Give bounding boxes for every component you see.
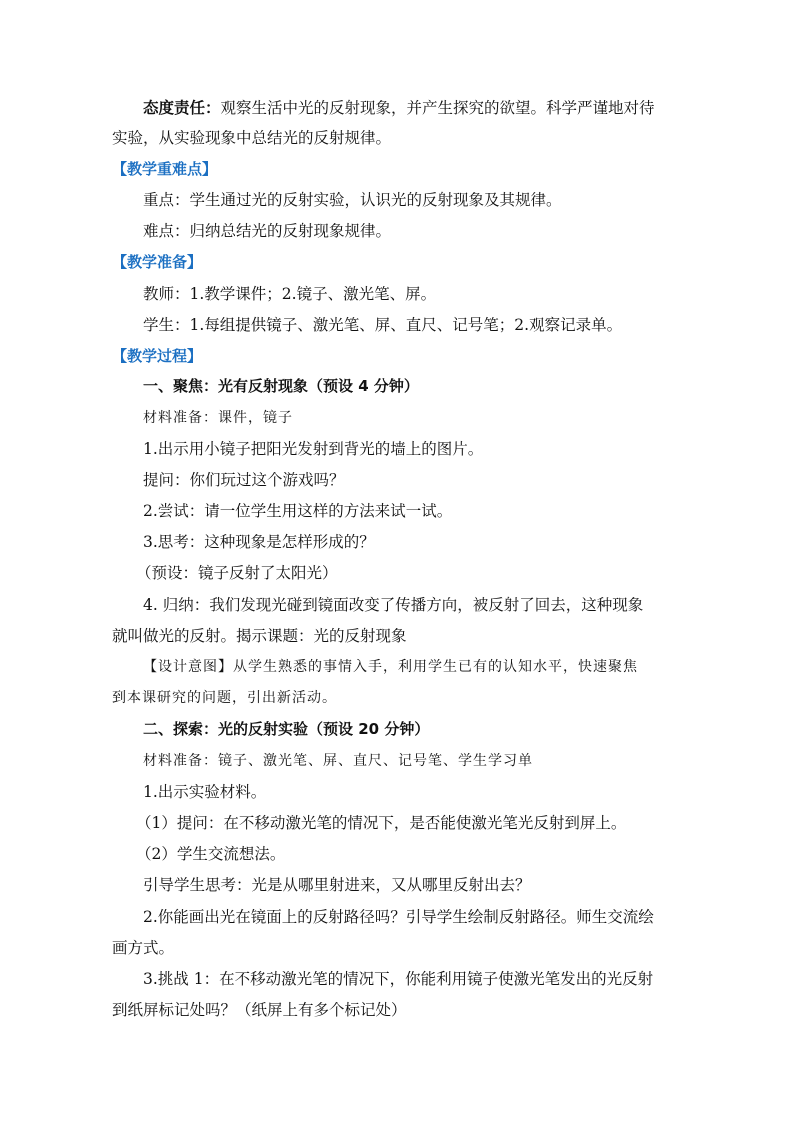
part1-step3: 3.思考：这种现象是怎样形成的？ — [143, 533, 375, 551]
part1-design-line1: 【设计意图】从学生熟悉的事情入手，利用学生已有的认知水平，快速聚焦 — [143, 659, 638, 675]
part2-sub2: （2）学生交流想法。 — [136, 845, 286, 863]
part2-guide: 引导学生思考：光是从哪里射进来，又从哪里反射出去？ — [143, 876, 531, 894]
part2-sub1: （1）提问：在不移动激光笔的情况下，是否能使激光笔光反射到屏上。 — [136, 814, 627, 832]
part1-question: 提问：你们玩过这个游戏吗？ — [143, 471, 345, 489]
part2-step2-line1: 2.你能画出光在镜面上的反射路径吗？引导学生绘制反射路径。师生交流绘 — [143, 908, 654, 926]
part2-step2-line2: 画方式。 — [112, 939, 175, 957]
attitude-line-1 — [143, 97, 655, 119]
process-heading: 【教学过程】 — [112, 347, 203, 365]
part2-step3-line2: 到纸屏标记处吗？（纸屏上有多个标记处） — [112, 1001, 407, 1019]
part2-materials: 材料准备：镜子、激光笔、屏、直尺、记号笔、学生学习单 — [143, 753, 533, 769]
part1-title: 一、聚焦：光有反射现象（预设 4 分钟） — [143, 377, 419, 395]
part1-step1: 1.出示用小镜子把阳光发射到背光的墙上的图片。 — [143, 440, 484, 458]
focus-point: 重点：学生通过光的反射实验，认识光的反射现象及其规律。 — [143, 191, 562, 209]
key-points-heading: 【教学重难点】 — [112, 160, 218, 178]
part1-materials: 材料准备：课件，镜子 — [143, 410, 293, 426]
part1-step4-line2: 就叫做光的反射。揭示课题：光的反射现象 — [112, 627, 407, 645]
difficulty-point: 难点：归纳总结光的反射现象规律。 — [143, 222, 392, 240]
attitude-line-2: 实验，从实验现象中总结光的反射规律。 — [112, 129, 392, 147]
attitude-text: 观察生活中光的反射现象，并产生探究的欲望。科学严谨地对待 — [220, 99, 655, 117]
part2-title: 二、探索：光的反射实验（预设 20 分钟） — [143, 720, 430, 738]
preparation-heading: 【教学准备】 — [112, 253, 203, 271]
part2-step3-line1: 3.挑战 1：在不移动激光笔的情况下，你能利用镜子使激光笔发出的光反射 — [143, 970, 654, 988]
part1-design-line2: 到本课研究的问题，引出新活动。 — [112, 690, 337, 706]
student-preparation: 学生：1.每组提供镜子、激光笔、屏、直尺、记号笔；2.观察记录单。 — [143, 316, 623, 334]
part2-step1: 1.出示实验材料。 — [143, 783, 267, 801]
part1-preset: （预设：镜子反射了太阳光） — [136, 564, 338, 582]
part1-step2: 2.尝试：请一位学生用这样的方法来试一试。 — [143, 502, 453, 520]
part1-step4-line1: 4. 归纳：我们发现光碰到镜面改变了传播方向，被反射了回去，这种现象 — [143, 596, 644, 614]
teacher-preparation: 教师：1.教学课件；2.镜子、激光笔、屏。 — [143, 285, 437, 303]
attitude-label: 态度责任： — [143, 98, 221, 117]
